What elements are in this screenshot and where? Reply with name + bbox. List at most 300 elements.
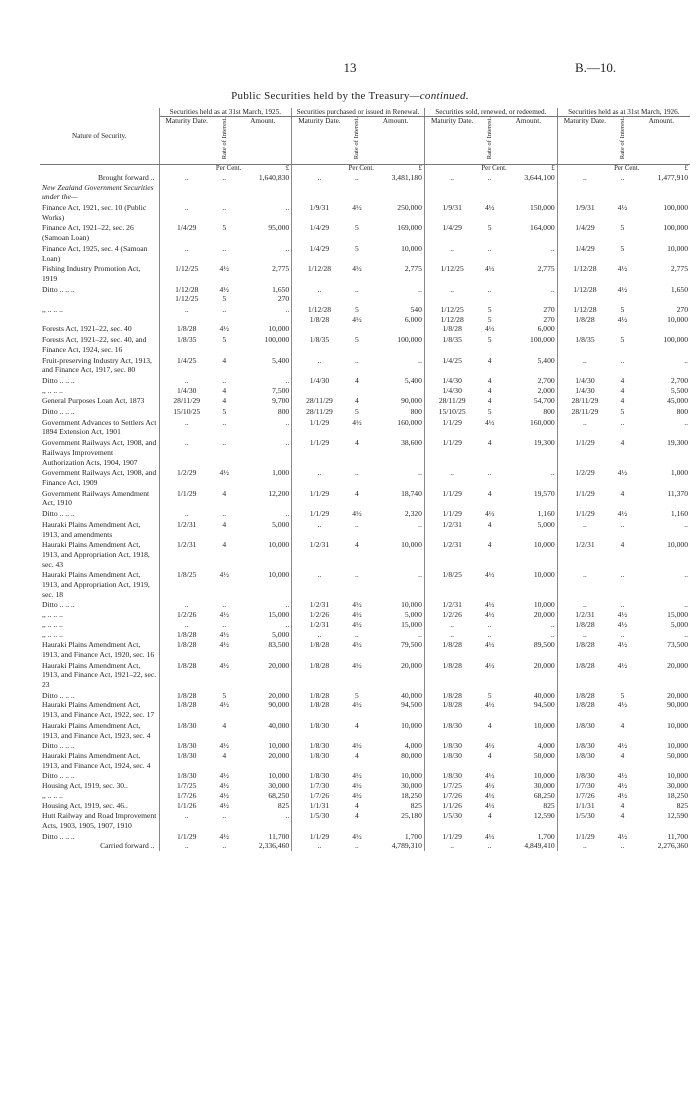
maturity-date: 1/12/25 1/12/28 1/8/28 (440, 305, 464, 334)
interest-rate: 5 (355, 223, 359, 233)
amount-value: .. (367, 467, 424, 487)
maturity-date: .. (317, 355, 322, 365)
interest-rate: 4 (355, 438, 359, 448)
empty-cell (424, 183, 479, 202)
amount-value: 160,000 (500, 417, 557, 437)
title-main: Public Securities held by the Treasury (231, 90, 410, 102)
maturity-date: 1/8/28 (575, 660, 595, 670)
interest-rate: 4½ (352, 509, 362, 519)
maturity-date: 1/8/25 (177, 570, 197, 580)
amount-value: 270 10,000 (667, 305, 688, 324)
maturity-date: 1/8/28 1/8/28 (309, 690, 330, 710)
table-row (40, 539, 690, 569)
maturity-date: 1/8/30 1/8/30 (309, 741, 330, 760)
maturity-date: 1/8/28 (309, 660, 330, 670)
maturity-date: 1/1/29 (442, 488, 462, 498)
security-name: Government Railways Amendment Act, 1910 (40, 488, 159, 508)
interest-rate: 4 (487, 720, 492, 730)
maturity-date: 1/1/29 (442, 438, 462, 448)
amount-value: 250,000 (367, 202, 424, 222)
interest-rate: 4 (620, 811, 625, 821)
placeholder-dots: .. (222, 172, 227, 182)
maturity-date: 1/1/29 (575, 488, 595, 498)
maturity-date: 1/8/28 1/8/28 (442, 690, 462, 710)
rate-unit: Per Cent. (614, 165, 640, 173)
amount-value: 2,700 2,000 (500, 375, 557, 395)
security-name: Ditto .. .. .. (40, 831, 159, 842)
maturity-date: .. 1/2/26 .. 1/8/28 (177, 600, 197, 639)
maturity-date: 1/4/30 (309, 375, 330, 385)
amount-value: .. (367, 569, 424, 599)
maturity-date: .. 1/2/31 1/8/28 .. (575, 600, 595, 639)
maturity-date: 1/4/29 (442, 223, 462, 233)
amount-value: .. (500, 467, 557, 487)
maturity-date: 1/4/29 (575, 223, 595, 233)
maturity-date: 1/8/30 1/8/30 (575, 741, 595, 760)
amount-value: 100,000 (235, 334, 292, 354)
security-name: Fishing Industry Promotion Act, 1919 (40, 263, 159, 283)
amount-value: 20,000 90,000 (667, 690, 688, 710)
table-row (40, 831, 690, 842)
amount-value: .. (235, 417, 292, 437)
placeholder-dots: .. (317, 841, 322, 851)
interest-rate: 4½ (484, 509, 495, 519)
security-name: Finance Act, 1925, sec. 4 (Samoan Loan) (40, 243, 159, 263)
empty-cell (292, 183, 347, 202)
group-header-sold: Securities sold, renewed, or redeemed. (424, 108, 557, 117)
maturity-date: 1/2/31 1/2/26 .. .. (442, 600, 462, 639)
interest-rate: 4½ 4 (617, 741, 628, 760)
maturity-header: Maturity Date. (292, 117, 347, 165)
amount-value: 2,700 5,500 (670, 375, 688, 395)
amount-value: 2,775 (500, 263, 557, 283)
amount-value: .. (235, 243, 292, 263)
interest-rate: 4½ (219, 831, 229, 841)
interest-rate: 4½ (219, 660, 229, 670)
amount-value: 10,000 30,000 68,250 825 (235, 770, 292, 810)
table-row (40, 417, 690, 437)
interest-rate: 4½ 4½ 4½ 4½ (219, 771, 229, 810)
maturity-date: .. 1/8/28 (177, 305, 197, 334)
placeholder-dots: .. (487, 841, 492, 851)
amount-value: 2,775 (235, 263, 292, 283)
page-title (0, 90, 700, 102)
security-name: ,, .. .. .. Forests Act, 1921–22, sec. 40 (40, 304, 159, 334)
interest-rate: .. (355, 284, 359, 294)
interest-rate: .. (487, 284, 492, 294)
placeholder-dots: .. (355, 172, 359, 182)
amount-value: 10,000 (367, 539, 424, 569)
amount-value: 150,000 (500, 202, 557, 222)
amount-value: 100,000 (663, 335, 688, 345)
rate-unit: Per Cent. (481, 165, 507, 173)
interest-rate: 4½ (219, 264, 229, 274)
carried-forward-row (40, 841, 690, 851)
section-heading: New Zealand Government Securities under the— (40, 183, 159, 202)
interest-rate: 4½ (484, 640, 495, 650)
rate-unit: Per Cent. (215, 165, 242, 173)
carried-forward-amount: 4,849,410 (500, 841, 557, 851)
interest-rate: 4½ 4½ 4½ 4 (352, 771, 362, 810)
maturity-date: 1/9/31 (442, 203, 462, 213)
interest-rate: .. (487, 243, 492, 253)
amount-value: .. (367, 519, 424, 539)
table-row (40, 569, 690, 599)
amount-value: 10,000 20,000 (235, 740, 292, 770)
maturity-date: 15/10/25 (173, 407, 201, 417)
amount-value: 10,000 (500, 569, 557, 599)
amount-value: .. 7,500 (235, 375, 292, 395)
brought-forward-text: Brought forward (97, 172, 149, 182)
table-row (40, 467, 690, 487)
interest-rate: 4 (487, 396, 492, 406)
maturity-date: 1/8/28 1/8/28 (177, 690, 197, 710)
amount-value: 10,000 (667, 540, 688, 550)
security-name: Hauraki Plains Amendment Act, 1913, and amendments (40, 519, 159, 539)
table-row (40, 395, 690, 406)
amount-value: 40,000 (235, 720, 292, 740)
security-name: Hauraki Plains Amendment Act, 1913, and Finance Act, 1921–22, sec. 23 (40, 660, 159, 690)
interest-rate: .. (355, 355, 359, 365)
amount-value: .. (235, 202, 292, 222)
amount-value: 10,000 30,000 68,250 825 (500, 770, 557, 810)
interest-rate: .. (487, 468, 492, 478)
page-number: 13 (343, 60, 357, 75)
interest-rate: 5 4½ (352, 690, 362, 710)
maturity-date: .. (184, 509, 189, 519)
interest-rate: .. 4½ .. 4½ (219, 600, 229, 639)
table-row (40, 810, 690, 830)
interest-rate: 4 (487, 519, 492, 529)
maturity-date: 1/12/28 (307, 264, 332, 274)
maturity-date: .. (184, 417, 189, 427)
amount-value: 20,000 (500, 660, 557, 690)
amount-value: 5,000 (500, 519, 557, 539)
security-name: Hauraki Plains Amendment Act, 1913, and Finance Act, 1920, sec. 16 (40, 639, 159, 659)
amount-value: 79,500 (367, 639, 424, 659)
security-name: Government Railways Act, 1908, and Railways Improvement Authorization Acts, 1904, 1907 (40, 437, 159, 467)
units-spacer (159, 165, 214, 173)
maturity-date: 1/1/29 (309, 831, 330, 841)
carried-forward-text: Carried forward (100, 841, 149, 851)
interest-rate: 4½ (617, 203, 628, 213)
empty-cell (479, 183, 500, 202)
interest-rate: 4½ (484, 660, 495, 670)
interest-rate: .. (222, 203, 227, 213)
security-name: Government Railways Act, 1908, and Finance Act, 1909 (40, 467, 159, 487)
interest-rate: 5 (222, 407, 227, 417)
amount-value: .. (684, 519, 688, 529)
maturity-date: 15/10/25 (438, 407, 466, 417)
maturity-date: 1/8/30 (442, 720, 462, 730)
security-name: Fruit-preserving Industry Act, 1913, and Finance Act, 1917, sec. 80 (40, 355, 159, 375)
amount-unit: £ (684, 165, 688, 173)
maturity-date: 28/11/29 (438, 396, 466, 406)
interest-rate: 5 (355, 335, 359, 345)
interest-rate: 5 5 4½ (484, 305, 495, 334)
maturity-date: 1/8/35 (177, 335, 197, 345)
table-row (40, 690, 690, 720)
interest-rate: 4 (355, 811, 359, 821)
amount-value: 1,160 (500, 508, 557, 519)
interest-rate: 4 (487, 540, 492, 550)
interest-rate: 4 (222, 720, 227, 730)
amount-value: 20,000 (367, 660, 424, 690)
table-row (40, 770, 690, 810)
interest-rate: 5 (355, 243, 359, 253)
interest-rate: 4 (222, 396, 227, 406)
amount-value: .. (684, 417, 688, 427)
maturity-date: 1/8/30 1/7/25 1/7/26 1/1/26 (442, 771, 462, 810)
interest-rate: 4½ (484, 203, 495, 213)
rate-header-label: Rate of Interest. (220, 117, 228, 160)
maturity-date: 1/2/31 (309, 540, 330, 550)
interest-rate: .. (620, 570, 625, 580)
maturity-date: 1/8/28 (177, 640, 197, 650)
security-name: Ditto .. .. .. Hauraki Plains Amendment Act, 1913, and Finance Act, 1924, sec. 4 (40, 740, 159, 770)
amount-value: 2,775 (367, 263, 424, 283)
placeholder-dots: .. (355, 841, 359, 851)
amount-value: .. (500, 284, 557, 304)
brought-forward-amount: 1,640,830 (235, 173, 292, 183)
securities-table (40, 108, 690, 851)
amount-value: .. 10,000 (235, 304, 292, 334)
maturity-date: .. (450, 468, 455, 478)
amount-value: 40,000 94,500 (367, 690, 424, 720)
interest-rate: 5 (620, 243, 625, 253)
placeholder-dots: .. (583, 172, 587, 182)
maturity-date: 1/1/29 (442, 509, 462, 519)
amount-header: Amount. (367, 117, 424, 165)
interest-rate: 5 (222, 223, 227, 233)
amount-value: 5,400 (235, 355, 292, 375)
interest-rate: 4½ 4½ 4½ .. (352, 600, 362, 639)
maturity-date: 1/8/30 1/8/30 (442, 741, 462, 760)
interest-rate: 4 (487, 488, 492, 498)
title-suffix: —continued. (409, 90, 469, 102)
maturity-date: 28/11/29 (306, 396, 333, 406)
interest-rate: 4½ (484, 417, 495, 427)
maturity-date: 1/5/30 (575, 811, 595, 821)
amount-value: 10,000 (367, 720, 424, 740)
rate-header (612, 117, 633, 165)
maturity-date: 1/2/31 1/2/26 1/2/31 .. (309, 600, 330, 639)
maturity-date: 1/8/28 (442, 640, 462, 650)
units-spacer (557, 165, 612, 173)
amount-value: 11,370 (667, 488, 688, 498)
amount-value: 10,000 50,000 (667, 741, 688, 760)
document-reference: B.—10. (575, 60, 617, 75)
placeholder-dots: .. (317, 172, 322, 182)
maturity-date: 1/2/31 (177, 540, 197, 550)
amount-value: 160,000 (367, 417, 424, 437)
maturity-date: 1/12/28 1/8/28 (573, 305, 597, 324)
carried-forward-amount: 4,789,310 (367, 841, 424, 851)
interest-rate: 4 (355, 488, 359, 498)
placeholder-dots: .. (620, 172, 625, 182)
interest-rate: 5 (620, 223, 625, 233)
interest-rate: 4½ 4½ .. .. (484, 600, 495, 639)
interest-rate: 4 (620, 488, 625, 498)
maturity-date: 1/9/31 (575, 203, 595, 213)
interest-rate: 4½ (617, 831, 628, 841)
maturity-date: 1/4/29 (177, 223, 197, 233)
maturity-date: .. (450, 243, 455, 253)
maturity-date: 1/2/31 (177, 519, 197, 529)
interest-rate: 4½ (617, 660, 628, 670)
amount-value: .. (684, 355, 688, 365)
table-row (40, 488, 690, 508)
rate-header-label: Rate of Interest. (618, 117, 626, 160)
amount-value: 90,000 (367, 395, 424, 406)
maturity-date: 1/8/28 (309, 640, 330, 650)
amount-unit: £ (235, 165, 292, 173)
amount-value: 12,590 (667, 811, 688, 821)
interest-rate: 4½ 4½ 4½ 4 (617, 771, 628, 810)
table-row (40, 304, 690, 334)
table-row (40, 437, 690, 467)
security-name: Ditto .. .. .. (40, 284, 159, 304)
interest-rate: 4½ 4 (219, 741, 229, 760)
amount-value: 10,000 (500, 539, 557, 569)
maturity-date: 1/5/30 (309, 811, 330, 821)
amount-value: 1,000 (670, 468, 688, 478)
amount-value: 1,650 270 (235, 284, 292, 304)
maturity-date: 1/8/35 (309, 335, 330, 345)
interest-rate: 5 (222, 335, 227, 345)
maturity-date: 1/12/28 (573, 284, 597, 294)
table-row (40, 222, 690, 242)
carried-forward-label: Carried forward .. (40, 841, 159, 851)
rate-header-label: Rate of Interest. (486, 117, 494, 160)
interest-rate: 4½ (484, 831, 495, 841)
empty-cell (500, 183, 557, 202)
interest-rate: 4½ (484, 264, 495, 274)
security-name: Hauraki Plains Amendment Act, 1913, and Appropriation Act, 1919, sec. 18 (40, 569, 159, 599)
amount-value: 10,000 (500, 720, 557, 740)
amount-value: .. (500, 243, 557, 263)
section-heading-row (40, 183, 690, 202)
brought-forward-amount: 3,644,100 (500, 173, 557, 183)
amount-value: 1,700 (500, 831, 557, 842)
amount-value: 800 (500, 406, 557, 417)
interest-rate: .. (222, 417, 227, 427)
table-row (40, 639, 690, 659)
amount-value: 270 270 6,000 (500, 304, 557, 334)
amount-value: 10,000 30,000 18,250 825 (667, 771, 688, 810)
interest-rate: 5 (487, 407, 492, 417)
interest-rate: 4 (355, 375, 359, 385)
maturity-header: Maturity Date. (424, 117, 479, 165)
interest-rate: 4½ 4 (484, 741, 495, 760)
amount-value: 19,300 (667, 438, 688, 448)
brought-forward-amount: 1,477,910 (657, 172, 688, 182)
maturity-date: 1/4/25 (442, 355, 462, 365)
security-name: Finance Act, 1921, sec. 10 (Public Works) (40, 202, 159, 222)
rate-header-label: Rate of Interest. (353, 117, 361, 160)
table-row (40, 740, 690, 770)
amount-value: 10,000 30,000 18,250 825 (367, 770, 424, 810)
amount-value: 89,500 (500, 639, 557, 659)
table-row (40, 519, 690, 539)
empty-cell (612, 183, 633, 202)
amount-unit: £ (500, 165, 557, 173)
empty-cell (633, 183, 690, 202)
amount-value: 11,700 (667, 831, 688, 841)
interest-rate: 4 (355, 540, 359, 550)
interest-rate: 4½ (219, 570, 229, 580)
interest-rate: 4 (222, 355, 227, 365)
maturity-header: Maturity Date. (557, 117, 612, 165)
amount-value: 2,775 (670, 264, 688, 274)
interest-rate: 4½ 4 (352, 741, 362, 760)
maturity-date: 1/2/29 (575, 468, 595, 478)
interest-rate: 4 (620, 540, 625, 550)
empty-cell (347, 183, 368, 202)
amount-value: 9,700 (235, 395, 292, 406)
empty-cell (557, 183, 612, 202)
maturity-date: .. (583, 570, 587, 580)
interest-rate: 4½ (617, 640, 628, 650)
maturity-date: 1/12/25 (440, 264, 464, 274)
amount-value: 45,000 (667, 396, 688, 406)
col-nature-header: Nature of Security. (40, 108, 159, 165)
security-name: Hutt Railway and Road Improvement Acts, 1903, 1905, 1907, 1910 (40, 810, 159, 830)
amount-value: 19,570 (500, 488, 557, 508)
interest-rate: 5 4½ (352, 305, 362, 324)
maturity-header: Maturity Date. (159, 117, 214, 165)
maturity-date: 1/8/30 1/8/30 (177, 741, 197, 760)
maturity-date: 1/8/30 1/7/25 1/7/26 1/1/26 (177, 771, 197, 810)
interest-rate: 4½ (352, 660, 362, 670)
maturity-date: 1/8/35 (575, 335, 595, 345)
interest-rate: 4 (355, 720, 359, 730)
amount-value: 25,180 (367, 810, 424, 830)
interest-rate: 4½ (352, 417, 362, 427)
amount-value: .. (367, 355, 424, 375)
amount-value: 800 (676, 407, 688, 417)
maturity-date: 1/4/29 (309, 243, 330, 253)
brought-forward-amount: 3,481,180 (367, 173, 424, 183)
security-name: Forests Act, 1921–22, sec. 40, and Finance Act, 1924, sec. 16 (40, 334, 159, 354)
table-row (40, 355, 690, 375)
amount-value: 11,700 (235, 831, 292, 842)
amount-value: 100,000 (663, 223, 688, 233)
amount-value: 4,000 80,000 (367, 740, 424, 770)
security-name: Ditto .. .. .. Hauraki Plains Amendment Act, 1913, and Finance Act, 1922, sec. 17 (40, 690, 159, 720)
maturity-date: 1/8/30 1/7/30 1/7/26 1/1/31 (309, 771, 330, 810)
maturity-date: 28/11/29 (571, 396, 599, 406)
amount-value: 4,000 50,000 (500, 740, 557, 770)
maturity-date: 1/8/35 (442, 335, 462, 345)
maturity-date: 1/1/29 (309, 509, 330, 519)
interest-rate: 4 (222, 540, 227, 550)
maturity-date: 1/5/30 (442, 811, 462, 821)
maturity-date: .. (583, 355, 587, 365)
interest-rate: 4½ (617, 509, 628, 519)
maturity-date: 1/2/31 (575, 540, 595, 550)
security-name: Hauraki Plains Amendment Act, 1913, and Appropriation Act, 1918, sec. 43 (40, 539, 159, 569)
interest-rate: 4½ (352, 831, 362, 841)
group-header-purchased: Securities purchased or issued in Renewal. (292, 108, 425, 117)
amount-value: 12,200 (235, 488, 292, 508)
maturity-date: 1/12/28 1/12/25 (175, 284, 199, 304)
interest-rate: 5 4½ (484, 690, 495, 710)
amount-value: .. (684, 570, 688, 580)
maturity-date: 1/12/28 1/8/28 (307, 305, 332, 324)
carried-forward-amount: 2,336,460 (235, 841, 292, 851)
interest-rate: .. (620, 417, 625, 427)
